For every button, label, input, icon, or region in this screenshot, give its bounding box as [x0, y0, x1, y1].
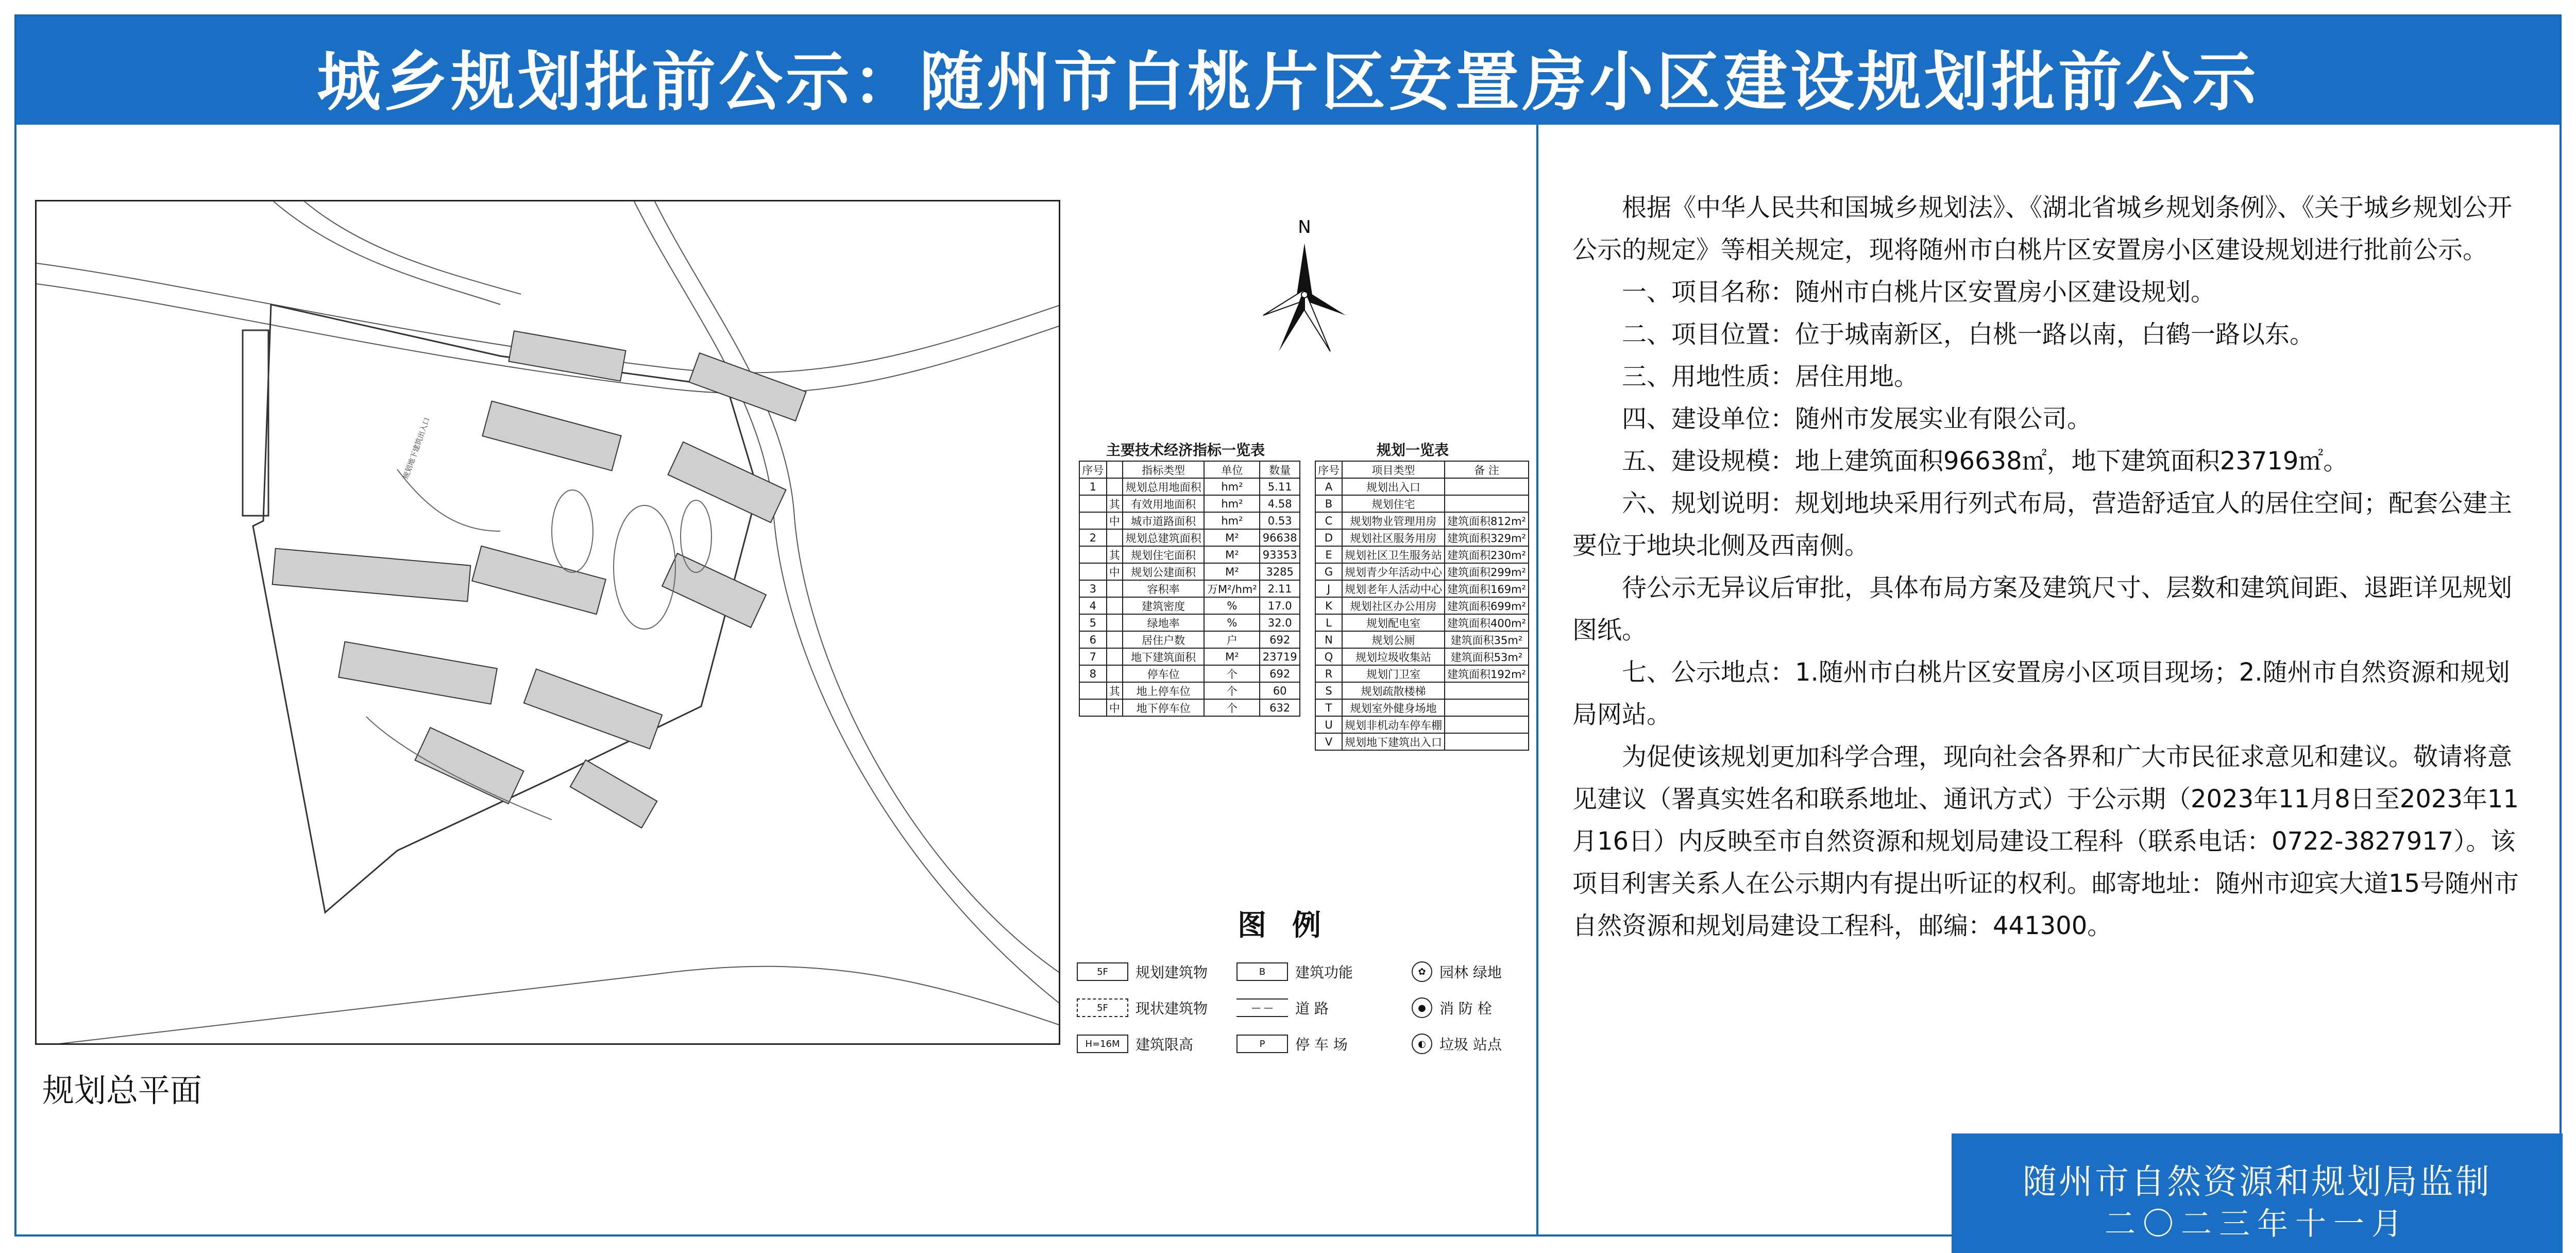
plan-cell-code: Q — [1315, 648, 1342, 665]
building-1 — [509, 331, 625, 381]
spec-row — [1079, 580, 1300, 597]
spec-cell-no — [1079, 512, 1107, 529]
plan-row — [1315, 614, 1529, 631]
north-label: N — [1298, 217, 1311, 238]
plan-cell-note — [1445, 699, 1529, 716]
notice-paragraph: 根据《中华人民共和国城乡规划法》、《湖北省城乡规划条例》、《关于城乡规划公开公示的规定》等相关规定，现将随州市白桃片区安置房小区建设规划进行批前公示。 — [1572, 193, 2513, 264]
plan-cell-type: 规划社区卫生服务站 — [1342, 546, 1445, 563]
spec-cell-value: 692 — [1260, 665, 1300, 682]
spec-row — [1079, 631, 1300, 648]
building-9 — [524, 669, 662, 749]
legend-label: 现状建筑物 — [1136, 1000, 1208, 1017]
legend-label: 规划建筑物 — [1136, 964, 1208, 981]
spec-cell-sub: 中 — [1107, 563, 1123, 580]
spec-cell-no: 5 — [1079, 614, 1107, 631]
spec-cell-sub — [1107, 597, 1123, 614]
spec-cell-unit: M² — [1204, 648, 1260, 665]
spec-header-unit: 单位 — [1204, 461, 1260, 478]
spec-cell-value: 4.58 — [1260, 495, 1300, 512]
spec-cell-no: 2 — [1079, 529, 1107, 546]
plan-cell-note: 建筑面积299m² — [1445, 563, 1529, 580]
road-icon: — — — [1236, 998, 1288, 1017]
spec-cell-type: 容积率 — [1123, 580, 1205, 597]
legend-building-function — [1236, 959, 1353, 984]
plan-row — [1315, 699, 1529, 716]
notice-paragraph: 三、用地性质：居住用地。 — [1622, 362, 1919, 391]
plan-cell-code: K — [1315, 597, 1342, 614]
plan-caption: 规划总平面 — [42, 1072, 202, 1109]
spec-row — [1079, 478, 1300, 495]
plan-cell-code: T — [1315, 699, 1342, 716]
spec-cell-sub: 其 — [1107, 682, 1123, 699]
plan-cell-type: 规划门卫室 — [1342, 665, 1445, 682]
plan-cell-note — [1445, 733, 1529, 750]
spec-cell-sub — [1107, 614, 1123, 631]
spec-cell-value: 692 — [1260, 631, 1300, 648]
height-limit-icon: H=16M — [1077, 1035, 1128, 1053]
spec-row — [1079, 563, 1300, 580]
building-11 — [570, 760, 657, 828]
header-banner — [16, 16, 2560, 125]
plan-cell-code: S — [1315, 682, 1342, 699]
spec-cell-sub — [1107, 631, 1123, 648]
plan-cell-code: V — [1315, 733, 1342, 750]
spec-cell-unit: 个 — [1204, 665, 1260, 682]
plan-cell-note: 建筑面积400m² — [1445, 614, 1529, 631]
plan-header-note: 备 注 — [1445, 461, 1529, 478]
spec-header-sub — [1107, 461, 1123, 478]
spec-cell-type: 建筑密度 — [1123, 597, 1205, 614]
plan-cell-note — [1445, 495, 1529, 512]
spec-row — [1079, 682, 1300, 699]
spec-header-value: 数量 — [1260, 461, 1300, 478]
spec-cell-type: 规划总用地面积 — [1123, 478, 1205, 495]
spec-cell-sub — [1107, 478, 1123, 495]
notice-paragraph: 七、公示地点：1.随州市白桃片区安置房小区项目现场；2.随州市自然资源和规划局网站。 — [1572, 658, 2510, 729]
spec-cell-value: 3285 — [1260, 563, 1300, 580]
path-1 — [397, 469, 500, 531]
spec-cell-value: 32.0 — [1260, 614, 1300, 631]
spec-cell-sub: 中 — [1107, 699, 1123, 716]
spec-cell-sub: 其 — [1107, 495, 1123, 512]
plan-row — [1315, 682, 1529, 699]
spec-cell-value: 23719 — [1260, 648, 1300, 665]
spec-cell-type: 地下建筑面积 — [1123, 648, 1205, 665]
plan-row — [1315, 529, 1529, 546]
building-10 — [415, 727, 524, 804]
page-title: 城乡规划批前公示：随州市白桃片区安置房小区建设规划批前公示 — [316, 45, 2259, 120]
spec-cell-unit: M² — [1204, 546, 1260, 563]
spec-header-type: 指标类型 — [1123, 461, 1205, 478]
plan-cell-type: 规划老年人活动中心 — [1342, 580, 1445, 597]
plan-cell-type: 规划疏散楼梯 — [1342, 682, 1445, 699]
plan-cell-code: B — [1315, 495, 1342, 512]
spec-row — [1079, 648, 1300, 665]
plan-row — [1315, 648, 1529, 665]
plan-cell-code: E — [1315, 546, 1342, 563]
site-boundary — [253, 304, 758, 912]
plan-cell-note: 建筑面积169m² — [1445, 580, 1529, 597]
plan-table-title: 规划一览表 — [1377, 442, 1449, 459]
spec-row — [1079, 614, 1300, 631]
plan-cell-note: 建筑面积812m² — [1445, 512, 1529, 529]
spec-table-title: 主要技术经济指标一览表 — [1106, 442, 1265, 459]
fire-hydrant-icon: ● — [1412, 997, 1432, 1018]
plan-cell-type: 规划公厕 — [1342, 631, 1445, 648]
spec-cell-no: 8 — [1079, 665, 1107, 682]
plan-cell-code: C — [1315, 512, 1342, 529]
spec-cell-value: 5.11 — [1260, 478, 1300, 495]
spec-cell-type: 有效用地面积 — [1123, 495, 1205, 512]
plan-cell-note — [1445, 682, 1529, 699]
building-6 — [472, 546, 606, 614]
road-arc-2 — [304, 201, 521, 294]
plan-cell-code: N — [1315, 631, 1342, 648]
notice-text — [1572, 187, 2520, 947]
plan-row — [1315, 631, 1529, 648]
spec-cell-unit: hm² — [1204, 478, 1260, 495]
spec-cell-value: 17.0 — [1260, 597, 1300, 614]
north-arrow-icon — [1253, 212, 1356, 367]
plan-row — [1315, 716, 1529, 733]
spec-cell-no — [1079, 682, 1107, 699]
legend-label: 消 防 栓 — [1439, 1000, 1492, 1017]
building-function-icon: B — [1236, 962, 1288, 981]
spec-cell-unit: hm² — [1204, 495, 1260, 512]
spec-cell-no — [1079, 699, 1107, 716]
spec-row — [1079, 495, 1300, 512]
spec-cell-value: 96638 — [1260, 529, 1300, 546]
legend-existing-building — [1077, 995, 1208, 1020]
plan-cell-code: G — [1315, 563, 1342, 580]
plan-table — [1315, 461, 1529, 751]
spec-cell-sub — [1107, 648, 1123, 665]
spec-cell-value: 93353 — [1260, 546, 1300, 563]
building-3 — [482, 401, 621, 471]
legend-garbage — [1396, 1031, 1502, 1056]
notice-paragraph: 一、项目名称：随州市白桃片区安置房小区建设规划。 — [1622, 278, 2216, 307]
spec-cell-unit: 个 — [1204, 699, 1260, 716]
plan-cell-type: 规划物业管理用房 — [1342, 512, 1445, 529]
spec-cell-unit: 户 — [1204, 631, 1260, 648]
panel-divider — [1536, 125, 1538, 1237]
spec-cell-type: 规划总建筑面积 — [1123, 529, 1205, 546]
plan-row — [1315, 495, 1529, 512]
spec-cell-type: 居住户数 — [1123, 631, 1205, 648]
spec-cell-value: 2.11 — [1260, 580, 1300, 597]
spec-row — [1079, 529, 1300, 546]
building-7 — [662, 553, 766, 628]
notice-paragraph: 为促使该规划更加科学合理，现向社会各界和广大市民征求意见和建议。敬请将意见建议（署真实姓名和联系地址、通讯方式）于公示期（2023年11月8日至2023年11月16日）内反映至市自然资源和规划局建设工程科（联系电话：0722-3827917）。该项目利害关系人在公示期内有提出听证的权利。邮寄地址：随州市迎宾大道15号随州市自然资源和规划局建设工程科，邮编：441300。 — [1572, 742, 2519, 940]
legend-road — [1236, 995, 1329, 1020]
plan-cell-type: 规划非机动车停车棚 — [1342, 716, 1445, 733]
notice-paragraph: 待公示无异议后审批，具体布局方案及建筑尺寸、层数和建筑间距、退距详见规划图纸。 — [1572, 573, 2513, 645]
plan-row — [1315, 563, 1529, 580]
notice-paragraph: 五、建设规模：地上建筑面积96638㎡，地下建筑面积23719㎡。 — [1622, 447, 2348, 476]
legend-label: 园林 绿地 — [1439, 964, 1502, 981]
plan-cell-note — [1445, 716, 1529, 733]
spec-cell-unit: hm² — [1204, 512, 1260, 529]
spec-cell-type: 地上停车位 — [1123, 682, 1205, 699]
plan-cell-type: 规划社区办公用房 — [1342, 597, 1445, 614]
plan-cell-code: A — [1315, 478, 1342, 495]
spec-cell-no — [1079, 563, 1107, 580]
garden-loop-1 — [614, 505, 675, 629]
spec-cell-unit: 万M²/hm² — [1204, 580, 1260, 597]
spec-cell-type: 停车位 — [1123, 665, 1205, 682]
issuer-box — [1952, 1133, 2563, 1253]
plan-cell-type: 规划社区服务用房 — [1342, 529, 1445, 546]
planned-building-icon: 5F — [1077, 962, 1128, 981]
plan-cell-note: 建筑面积329m² — [1445, 529, 1529, 546]
legend-height-limit — [1077, 1031, 1193, 1056]
plan-row — [1315, 478, 1529, 495]
spec-cell-type: 规划住宅面积 — [1123, 546, 1205, 563]
spec-cell-value: 60 — [1260, 682, 1300, 699]
spec-cell-type: 城市道路面积 — [1123, 512, 1205, 529]
legend-green-space — [1396, 959, 1502, 984]
plan-row — [1315, 580, 1529, 597]
garden-loop-2 — [552, 490, 593, 572]
spec-cell-unit: % — [1204, 614, 1260, 631]
legend-parking — [1236, 1031, 1348, 1056]
issuer-name: 随州市自然资源和规划局监制 — [2023, 1162, 2492, 1201]
spec-cell-value: 632 — [1260, 699, 1300, 716]
plan-cell-type: 规划青少年活动中心 — [1342, 563, 1445, 580]
site-plan-svg — [37, 201, 1060, 1045]
spec-table — [1079, 461, 1300, 717]
plan-cell-type: 规划垃圾收集站 — [1342, 648, 1445, 665]
legend-label: 建筑功能 — [1295, 964, 1353, 981]
notice-board-frame — [14, 14, 2562, 1242]
road-south-edge — [37, 967, 1060, 1045]
plan-header-no: 序号 — [1315, 461, 1342, 478]
spec-cell-no: 3 — [1079, 580, 1107, 597]
building-5 — [273, 549, 471, 602]
spec-cell-sub: 中 — [1107, 512, 1123, 529]
legend-title: 图例 — [1238, 909, 1347, 942]
plan-row — [1315, 512, 1529, 529]
spec-cell-sub — [1107, 529, 1123, 546]
plan-cell-note: 建筑面积699m² — [1445, 597, 1529, 614]
plan-row — [1315, 733, 1529, 750]
plan-cell-type: 规划配电室 — [1342, 614, 1445, 631]
legend-label: 道 路 — [1295, 1000, 1329, 1017]
legend-label: 建筑限高 — [1136, 1036, 1194, 1053]
site-plan-drawing — [35, 200, 1060, 1045]
plan-cell-code: D — [1315, 529, 1342, 546]
spec-cell-no: 6 — [1079, 631, 1107, 648]
spec-cell-unit: M² — [1204, 529, 1260, 546]
plan-cell-type: 规划出入口 — [1342, 478, 1445, 495]
spec-cell-no: 1 — [1079, 478, 1107, 495]
plan-cell-code: L — [1315, 614, 1342, 631]
spec-cell-value: 0.53 — [1260, 512, 1300, 529]
plan-cell-note: 建筑面积192m² — [1445, 665, 1529, 682]
plan-cell-code: U — [1315, 716, 1342, 733]
plan-row — [1315, 665, 1529, 682]
spec-cell-no: 7 — [1079, 648, 1107, 665]
spec-header-no: 序号 — [1079, 461, 1107, 478]
plan-cell-note: 建筑面积230m² — [1445, 546, 1529, 563]
spec-cell-sub — [1107, 665, 1123, 682]
plan-row — [1315, 597, 1529, 614]
legend-planned-building — [1077, 959, 1208, 984]
spec-row — [1079, 665, 1300, 682]
plan-cell-type: 规划室外健身场地 — [1342, 699, 1445, 716]
spec-cell-no — [1079, 495, 1107, 512]
plan-cell-code: J — [1315, 580, 1342, 597]
plan-cell-note: 建筑面积53m² — [1445, 648, 1529, 665]
spec-cell-unit: 个 — [1204, 682, 1260, 699]
spec-cell-no: 4 — [1079, 597, 1107, 614]
notice-paragraph: 二、项目位置：位于城南新区，白桃一路以南，白鹤一路以东。 — [1622, 320, 2315, 349]
existing-building-icon: 5F — [1077, 998, 1128, 1017]
plan-cell-note — [1445, 478, 1529, 495]
spec-cell-sub: 其 — [1107, 546, 1123, 563]
plan-cell-note: 建筑面积35m² — [1445, 631, 1529, 648]
notice-paragraph: 四、建设单位：随州市发展实业有限公司。 — [1622, 404, 2092, 433]
building-8 — [338, 641, 497, 704]
plan-road-note: 规划地下建筑出入口 — [401, 416, 432, 481]
spec-row — [1079, 546, 1300, 563]
spec-row — [1079, 512, 1300, 529]
parking-icon: P — [1236, 1035, 1288, 1053]
tree-icon: ✿ — [1412, 961, 1432, 982]
plan-header-type: 项目类型 — [1342, 461, 1445, 478]
legend-label: 停 车 场 — [1295, 1036, 1348, 1053]
plan-row — [1315, 546, 1529, 563]
issue-date: 二〇二三年十一月 — [2105, 1206, 2410, 1242]
spec-cell-type: 绿地率 — [1123, 614, 1205, 631]
spec-cell-sub — [1107, 580, 1123, 597]
road-arc-1 — [274, 201, 500, 304]
plan-cell-type: 规划地下建筑出入口 — [1342, 733, 1445, 750]
spec-cell-unit: M² — [1204, 563, 1260, 580]
spec-cell-type: 地下停车位 — [1123, 699, 1205, 716]
notice-paragraph: 六、规划说明：规划地块采用行列式布局，营造舒适宜人的居住空间；配套公建主要位于地块北侧及西南侧。 — [1572, 489, 2513, 560]
plan-cell-code: R — [1315, 665, 1342, 682]
spec-row — [1079, 699, 1300, 716]
plan-cell-type: 规划住宅 — [1342, 495, 1445, 512]
legend-label: 垃圾 站点 — [1439, 1036, 1502, 1053]
legend-hydrant — [1396, 995, 1492, 1020]
spec-cell-unit: % — [1204, 597, 1260, 614]
spec-cell-no — [1079, 546, 1107, 563]
spec-cell-type: 规划公建面积 — [1123, 563, 1205, 580]
garbage-station-icon: ◐ — [1412, 1034, 1432, 1054]
spec-row — [1079, 597, 1300, 614]
